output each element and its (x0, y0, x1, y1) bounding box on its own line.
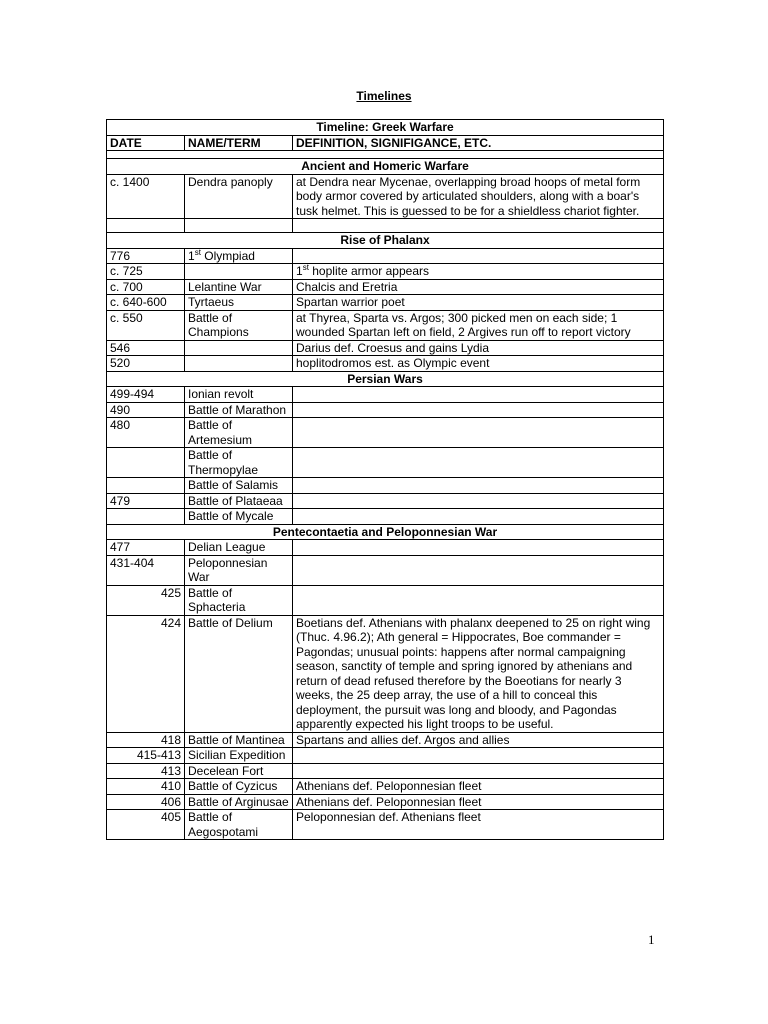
definition-cell (293, 248, 664, 264)
name-text-rest: Olympiad (200, 248, 255, 263)
section-row (107, 371, 664, 387)
date-cell: c. 550 (107, 310, 185, 340)
definition-cell: at Dendra near Mycenae, overlapping broad hoops of metal form body armor covered by articulated shoulders, along with a boar's tusk helmet. This is guessed to be for a shieldless chariot fighter. (293, 174, 664, 219)
definition-cell: Athenians def. Peloponnesian fleet (293, 779, 664, 795)
definition-cell (293, 448, 664, 478)
date-cell: 418 (107, 732, 185, 748)
table-row (107, 402, 664, 418)
date-cell: 776 (107, 248, 185, 264)
date-cell (107, 509, 185, 525)
table-row (107, 585, 664, 615)
date-cell: 477 (107, 540, 185, 556)
date-cell: 490 (107, 402, 185, 418)
date-cell: 425 (107, 585, 185, 615)
table-row (107, 732, 664, 748)
name-cell (185, 356, 293, 372)
table-row (107, 418, 664, 448)
column-header-date: DATE (107, 135, 185, 151)
name-cell: Battle of Champions (185, 310, 293, 340)
table-row (107, 478, 664, 494)
section-row (107, 524, 664, 540)
column-header-name: NAME/TERM (185, 135, 293, 151)
name-cell: Battle of Marathon (185, 402, 293, 418)
column-header-definition: DEFINITION, SIGNIFIGANCE, ETC. (293, 135, 664, 151)
name-cell (185, 264, 293, 280)
ordinal-suffix: st (302, 263, 309, 272)
name-cell: Battle of Arginusae (185, 794, 293, 810)
table-row (107, 174, 664, 219)
name-cell: Dendra panoply (185, 174, 293, 219)
table-row (107, 448, 664, 478)
definition-cell (293, 387, 664, 403)
definition-cell (293, 585, 664, 615)
definition-cell (293, 748, 664, 764)
name-cell (185, 340, 293, 356)
spacer-row (107, 151, 664, 159)
definition-cell (293, 478, 664, 494)
page-title: Timelines (356, 89, 412, 103)
definition-cell (293, 763, 664, 779)
table-row (107, 264, 664, 280)
name-text: 1 (188, 248, 195, 263)
table-row (107, 810, 664, 840)
name-cell: Battle of Thermopylae (185, 448, 293, 478)
date-cell: c. 700 (107, 279, 185, 295)
name-cell: Battle of Delium (185, 615, 293, 732)
definition-cell (293, 555, 664, 585)
table-row (107, 540, 664, 556)
date-cell: c. 1400 (107, 174, 185, 219)
table-row (107, 248, 664, 264)
name-cell: Battle of Mycale (185, 509, 293, 525)
definition-cell: Peloponnesian def. Athenians fleet (293, 810, 664, 840)
definition-cell: hoplitodromos est. as Olympic event (293, 356, 664, 372)
name-cell: Peloponnesian War (185, 555, 293, 585)
definition-cell (293, 493, 664, 509)
definition-cell: at Thyrea, Sparta vs. Argos; 300 picked men on each side; 1 wounded Spartan left on field, 2 Argives run off to report victory (293, 310, 664, 340)
definition-cell (293, 540, 664, 556)
definition-cell: Spartans and allies def. Argos and allies (293, 732, 664, 748)
date-cell: 546 (107, 340, 185, 356)
page-number: 1 (648, 932, 655, 947)
definition-cell: Boetians def. Athenians with phalanx deepened to 25 on right wing (Thuc. 4.96.2); Ath general = Hippocrates, Boe commander = Pagondas; unusual points: happens after normal campaigning season, sanctity of temple and spring ignored by athenians and return of dead refused therefore by the Boeotians for nearly 3 weeks, the 25 deep array, the use of a hill to conceal this deployment, the pursuit was long and bloody, and Pagondas apparently expected his light troops to be useful. (293, 615, 664, 732)
definition-cell (293, 418, 664, 448)
definition-cell: Darius def. Croesus and gains Lydia (293, 340, 664, 356)
date-cell: 479 (107, 493, 185, 509)
section-heading-persian: Persian Wars (107, 371, 664, 387)
section-row (107, 159, 664, 175)
date-cell: c. 725 (107, 264, 185, 280)
date-cell: 520 (107, 356, 185, 372)
date-cell: 480 (107, 418, 185, 448)
definition-cell (293, 264, 664, 280)
section-heading-phalanx: Rise of Phalanx (107, 233, 664, 249)
table-row (107, 387, 664, 403)
definition-cell: Spartan warrior poet (293, 295, 664, 311)
definition-cell (293, 509, 664, 525)
name-cell: Sicilian Expedition (185, 748, 293, 764)
table-row (107, 615, 664, 732)
name-cell (185, 248, 293, 264)
table-row (107, 779, 664, 795)
section-heading-pentecontaetia: Pentecontaetia and Peloponnesian War (107, 524, 664, 540)
date-cell: 410 (107, 779, 185, 795)
ordinal-suffix: st (194, 248, 201, 257)
name-cell: Battle of Sphacteria (185, 585, 293, 615)
definition-cell (293, 402, 664, 418)
table-title-row (107, 120, 664, 136)
spacer-row (107, 219, 664, 233)
date-cell: 424 (107, 615, 185, 732)
table-row (107, 763, 664, 779)
table-row (107, 295, 664, 311)
name-cell: Lelantine War (185, 279, 293, 295)
date-cell: 415-413 (107, 748, 185, 764)
table-row (107, 748, 664, 764)
date-cell (107, 478, 185, 494)
table-row (107, 555, 664, 585)
date-cell: 499-494 (107, 387, 185, 403)
date-cell: 413 (107, 763, 185, 779)
name-cell: Tyrtaeus (185, 295, 293, 311)
definition-cell: Athenians def. Peloponnesian fleet (293, 794, 664, 810)
section-heading-ancient: Ancient and Homeric Warfare (107, 159, 664, 175)
section-row (107, 233, 664, 249)
name-cell: Decelean Fort (185, 763, 293, 779)
definition-text: 1 (296, 264, 303, 278)
name-cell: Delian League (185, 540, 293, 556)
table-row (107, 509, 664, 525)
name-cell: Battle of Mantinea (185, 732, 293, 748)
name-cell: Battle of Cyzicus (185, 779, 293, 795)
name-cell: Battle of Plataeaa (185, 493, 293, 509)
name-cell: Battle of Aegospotami (185, 810, 293, 840)
table-row (107, 356, 664, 372)
name-cell: Battle of Artemesium (185, 418, 293, 448)
date-cell: c. 640-600 (107, 295, 185, 311)
date-cell: 431-404 (107, 555, 185, 585)
name-cell: Ionian revolt (185, 387, 293, 403)
date-cell: 406 (107, 794, 185, 810)
table-row (107, 279, 664, 295)
definition-text-rest: hoplite armor appears (308, 264, 429, 278)
table-row (107, 493, 664, 509)
date-cell (107, 448, 185, 478)
header-row (107, 135, 664, 151)
table-row (107, 794, 664, 810)
name-cell: Battle of Salamis (185, 478, 293, 494)
table-title: Timeline: Greek Warfare (107, 120, 664, 136)
definition-cell: Chalcis and Eretria (293, 279, 664, 295)
timeline-table (106, 119, 664, 840)
table-row (107, 310, 664, 340)
table-row (107, 340, 664, 356)
date-cell: 405 (107, 810, 185, 840)
